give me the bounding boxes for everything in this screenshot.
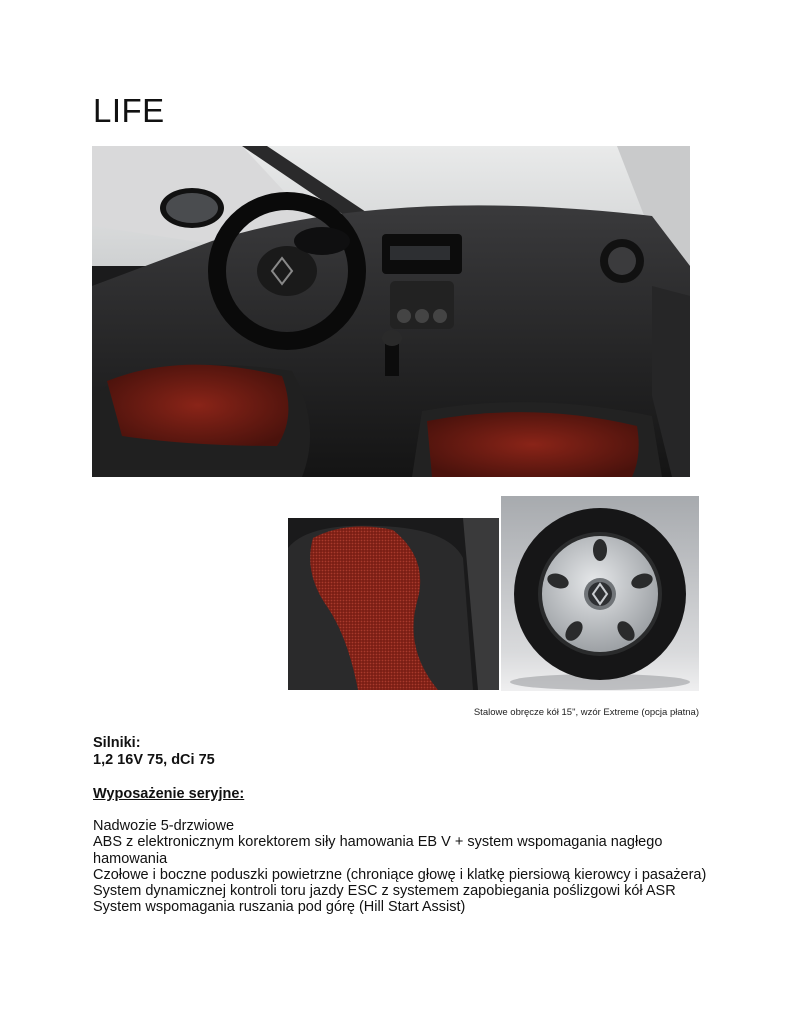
equipment-item: Czołowe i boczne poduszki powietrzne (chroniące głowę i klatkę piersiową kierowcy i pasażera) [93, 866, 707, 883]
page-title: LIFE [93, 92, 165, 129]
equipment-item: ABS z elektronicznym korektorem siły hamowania EB V + system wspomagania nagłego hamowania [93, 834, 663, 867]
equipment-item: System dynamicznej kontroli toru jazdy ESC z systemem zapobiegania poślizgowi kół ASR [93, 883, 676, 900]
photo-caption: Stalowe obręcze kół 15", wzór Extreme (opcja płatna) [473, 707, 699, 718]
steel-wheel-photo [501, 496, 699, 691]
car-interior-photo [92, 146, 690, 477]
engines-heading: Silniki: [93, 735, 141, 751]
seat-detail-photo [288, 518, 499, 690]
equipment-list [93, 818, 713, 916]
equipment-item: Nadwozie 5-drzwiowe [93, 818, 235, 834]
equipment-heading: Wyposażenie seryjne: [93, 786, 245, 802]
engines-value: 1,2 16V 75, dCi 75 [93, 752, 215, 768]
equipment-item: System wspomagania ruszania pod górę (Hill Start Assist) [93, 899, 466, 916]
